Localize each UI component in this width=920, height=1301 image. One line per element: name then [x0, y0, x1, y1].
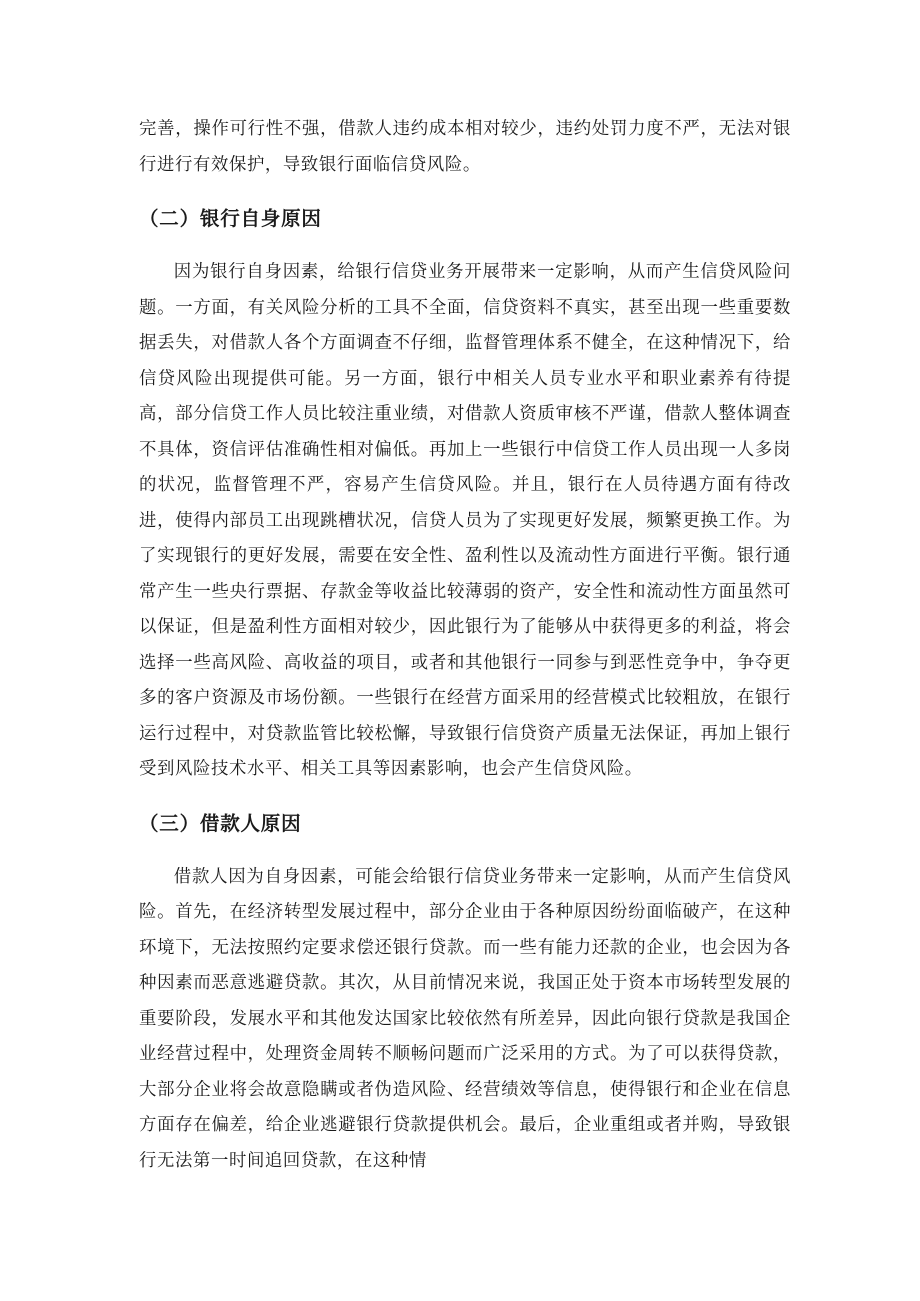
spacer	[139, 236, 791, 255]
document-body	[139, 112, 791, 1179]
paragraph-borrower-causes: 借款人因为自身因素，可能会给银行信贷业务带来一定影响，从而产生信贷风险。首先，在经济转型发展过程中，部分企业由于各种原因纷纷面临破产，在这种环境下，无法按照约定要求偿还银行贷款。而一些有能力还款的企业，也会因为各种因素而恶意逃避贷款。其次，从目前情况来说，我国正处于资本市场转型发展的重要阶段，发展水平和其他发达国家比较依然有所差异，因此向银行贷款是我国企业经营过程中，处理资金周转不顺畅问题而广泛采用的方式。为了可以获得贷款，大部分企业将会故意隐瞒或者伪造风险、经营绩效等信息，使得银行和企业在信息方面存在偏差，给企业逃避银行贷款提供机会。最后，企业重组或者并购，导致银行无法第一时间追回贷款，在这种情	[139, 866, 791, 1171]
section-heading-3: （三）借款人原因	[139, 811, 302, 835]
section-heading-2: （二）银行自身原因	[139, 207, 322, 230]
spacer	[139, 841, 791, 860]
spacer	[139, 183, 791, 201]
paragraph-continued: 完善，操作可行性不强，借款人违约成本相对较少，违约处罚力度不严，无法对银行进行有效保护，导致银行面临信贷风险。	[139, 119, 791, 175]
spacer	[139, 788, 791, 806]
paragraph-bank-causes: 因为银行自身因素，给银行信贷业务开展带来一定影响，从而产生信贷风险问题。一方面，有关风险分析的工具不全面，信贷资料不真实，甚至出现一些重要数据丢失，对借款人各个方面调查不仔细，监督管理体系不健全，在这种情况下，给信贷风险出现提供可能。另一方面，银行中相关人员专业水平和职业素养有待提高，部分信贷工作人员比较注重业绩，对借款人资质审核不严谨，借款人整体调查不具体，资信评估准确性相对偏低。再加上一些银行中信贷工作人员出现一人多岗的状况，监督管理不严，容易产生信贷风险。并且，银行在人员待遇方面有待改进，使得内部员工出现跳槽状况，信贷人员为了实现更好发展，频繁更换工作。为了实现银行的更好发展，需要在安全性、盈利性以及流动性方面进行平衡。银行通常产生一些央行票据、存款金等收益比较薄弱的资产，安全性和流动性方面虽然可以保证，但是盈利性方面相对较少，因此银行为了能够从中获得更多的利益，将会选择一些高风险、高收益的项目，或者和其他银行一同参与到恶性竞争中，争夺更多的客户资源及市场份额。一些银行在经营方面采用的经营模式比较粗放，在银行运行过程中，对贷款监管比较松懈，导致银行信贷资产质量无法保证，再加上银行受到风险技术水平、相关工具等因素影响，也会产生信贷风险。	[139, 262, 791, 779]
